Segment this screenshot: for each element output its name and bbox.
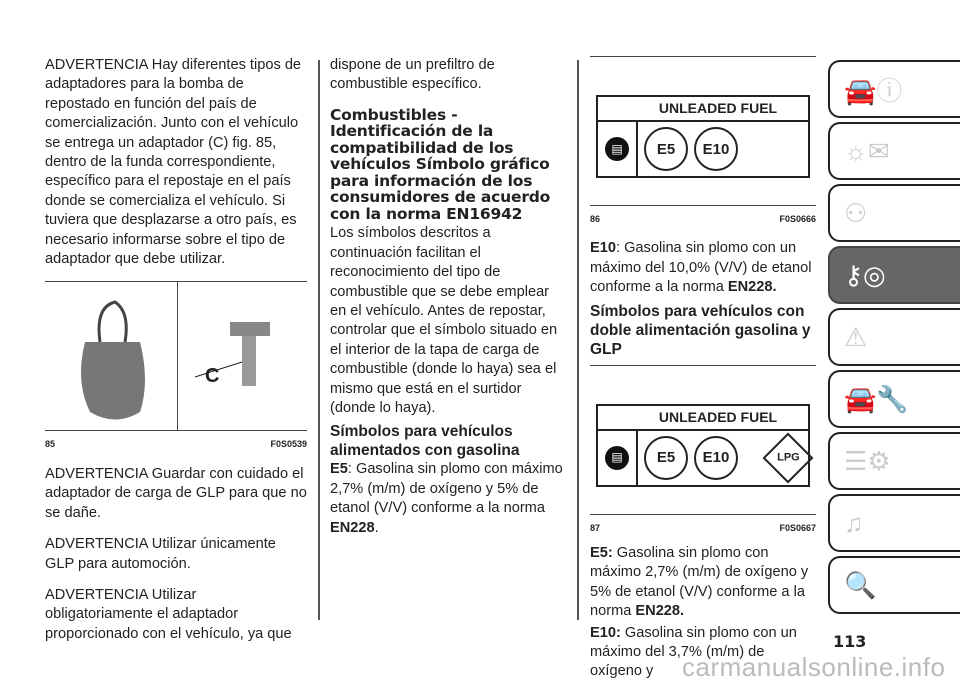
- e5-description: E5: Gasolina sin plomo con máximo 2,7% (m/m) de oxígeno y 5% de etanol (V/V) conforme a la norma EN228.: [590, 545, 809, 620]
- airbag-safety-icon: ⚇: [844, 197, 868, 228]
- tab-warning-lights[interactable]: [828, 122, 960, 180]
- gasoline-subheading: Símbolos para vehículos alimentados con gasolina: [330, 423, 520, 460]
- figure-87: [590, 365, 816, 515]
- figure-label-c: C: [205, 365, 220, 388]
- specs-gear-icon: ☰⚙: [844, 445, 891, 476]
- e10-symbol: E10: [694, 436, 738, 480]
- figure-number: 85: [45, 439, 56, 450]
- symbols-intro: Los símbolos descritos a continuación facilitan el reconocimiento del tipo de combustible que se debe emplear en el vehículo. Antes de repostar, controlar que el símbolo situado en el interior de la tapa de carga de combustible (donde lo haya) sea el mismo que está en el surtidor (donde lo haya).: [330, 225, 558, 416]
- warning-lpg-only: ADVERTENCIA Utilizar únicamente GLP para automoción.: [45, 536, 276, 572]
- tab-emergency[interactable]: [828, 308, 960, 366]
- e5-symbol: E5: [644, 436, 688, 480]
- figure-86: [590, 56, 816, 206]
- tab-technical-data[interactable]: [828, 432, 960, 490]
- e5-description: E5: Gasolina sin plomo con máximo 2,7% (m/m) de oxígeno y 5% de etanol (V/V) conforme a la norma EN228.: [330, 461, 563, 536]
- dual-fuel-subheading: Símbolos para vehículos con doble alimentación gasolina y GLP: [590, 302, 811, 358]
- manual-book-icon: ▤: [605, 137, 629, 161]
- car-service-icon: 🚘🔧: [844, 383, 909, 414]
- index-search-icon: 🔍: [844, 569, 877, 600]
- warning-lights-icon: ☼✉: [844, 135, 890, 166]
- prefilter-text: dispone de un prefiltro de combustible específico.: [330, 57, 495, 93]
- warning-store-adapter: ADVERTENCIA Guardar con cuidado el adaptador de carga de GLP para que no se dañe.: [45, 465, 307, 521]
- column-divider: [318, 60, 320, 620]
- warning-adapter-types: ADVERTENCIA Hay diferentes tipos de adaptadores para la bomba de repostado en función del país de comercialización. Junto con el vehículo se entrega un adaptador (C) fig. 85, dentro de la funda correspondiente, específico para el repostaje en el país donde se comercializa el vehículo. Si tuviera que desplazarse a otro país, es necesario informarse sobre el tipo de adaptador que debe utilizar.: [45, 57, 302, 268]
- e10-symbol: E10: [694, 127, 738, 171]
- e10-description: E10: Gasolina sin plomo con un máximo del 10,0% (V/V) de etanol conforme a la norma EN228.: [590, 240, 812, 296]
- tab-multimedia[interactable]: [828, 494, 960, 552]
- tab-car-info[interactable]: [828, 60, 960, 118]
- column-1: [45, 56, 307, 656]
- watermark: carmanualsonline.info: [682, 652, 946, 682]
- figure-code: F0S0539: [270, 439, 307, 450]
- column-divider: [577, 60, 579, 620]
- figure-85: [45, 281, 307, 431]
- tab-safety[interactable]: [828, 184, 960, 242]
- figure-number: 87: [590, 522, 601, 533]
- multimedia-icon: ♫: [844, 507, 864, 538]
- figure-number: 86: [590, 214, 601, 224]
- fuel-label-e5-e10: UNLEADED FUEL ▤ E5 E10: [596, 95, 810, 178]
- lpg-adapter-image: [45, 282, 307, 432]
- warning-use-adapter: ADVERTENCIA Utilizar obligatoriamente el adaptador proporcionado con el vehículo, ya que: [45, 586, 292, 642]
- section-heading: Combustibles - Identificación de la compatibilidad de los vehículos Símbolo gráfico para información de los consumidores de acuerdo con la norma EN16942: [330, 105, 551, 223]
- car-info-icon: 🚘ⓘ: [844, 75, 903, 106]
- e5-symbol: E5: [644, 127, 688, 171]
- road-warning-icon: ⚠: [844, 321, 868, 352]
- steering-key-icon: ⚷◎: [844, 259, 886, 290]
- lpg-symbol: LPG: [763, 433, 814, 484]
- fuel-label-e5-e10-lpg: UNLEADED FUEL ▤ E5 E10 LPG: [596, 404, 810, 487]
- column-2: [330, 56, 566, 550]
- e10-description-2: E10: Gasolina sin plomo con un máximo del 3,7% (m/m) de oxígeno y: [590, 624, 797, 680]
- figure-code: F0S0666: [779, 214, 816, 224]
- manual-book-icon: ▤: [605, 446, 629, 470]
- column-3: [590, 56, 816, 694]
- tab-starting-driving[interactable]: [828, 246, 960, 304]
- tab-maintenance[interactable]: [828, 370, 960, 428]
- figure-code: F0S0667: [779, 522, 816, 533]
- tab-index[interactable]: [828, 556, 960, 614]
- page-number: 113: [833, 632, 867, 651]
